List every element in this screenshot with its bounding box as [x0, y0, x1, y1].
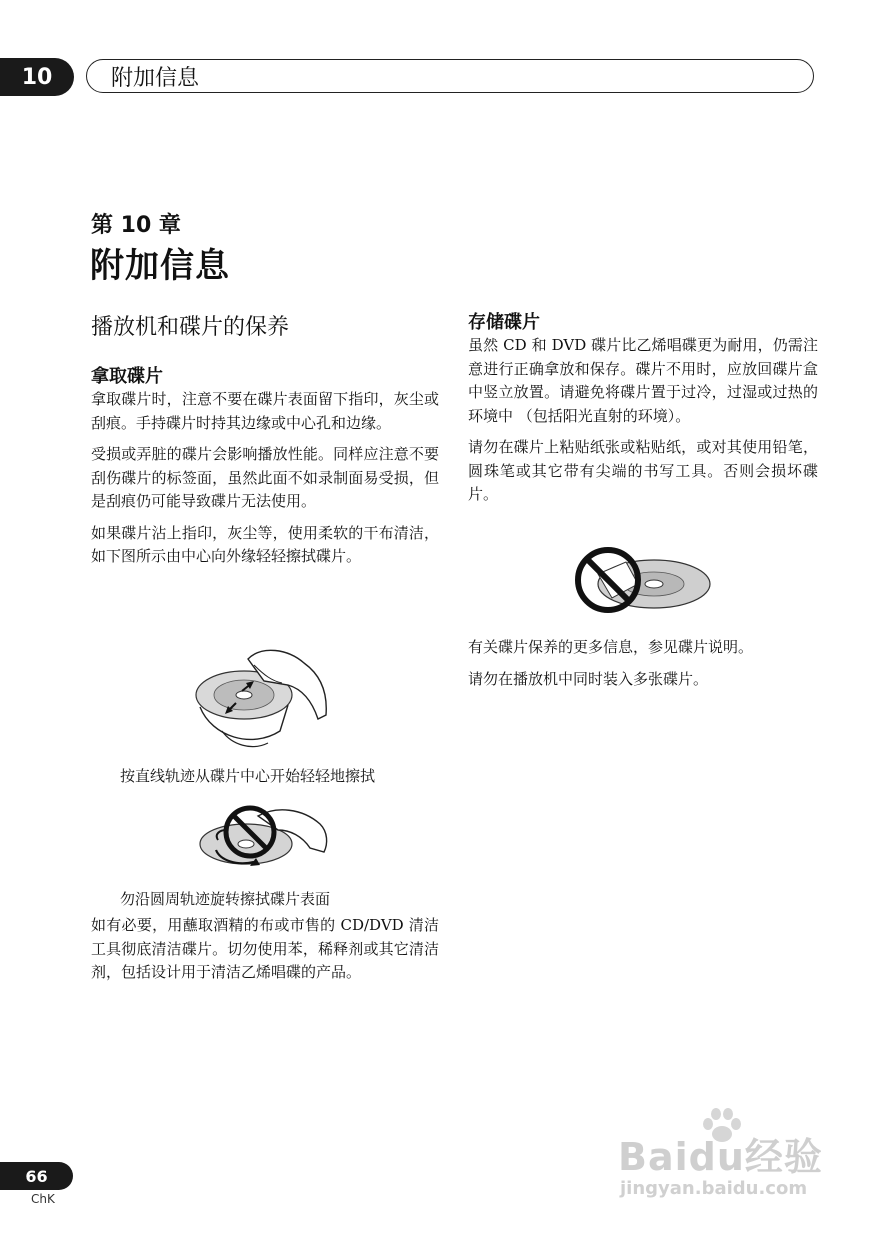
header-title: 附加信息: [111, 65, 200, 91]
chapter-label: 第 10 章: [91, 213, 181, 238]
watermark-main: Baidu经验: [618, 1135, 823, 1179]
language-code: ChK: [31, 1192, 55, 1206]
subhead-handling-discs: 拿取碟片: [91, 366, 163, 387]
section-title: 播放机和碟片的保养: [91, 315, 290, 340]
chapter-title: 附加信息: [90, 246, 230, 286]
paragraph: 请勿在播放机中同时装入多张碟片。: [468, 669, 709, 688]
right-column-lower: [468, 636, 818, 691]
paragraph: 有关碟片保养的更多信息，参见碟片说明。: [468, 638, 754, 656]
paragraph: 虽然 CD 和 DVD 碟片比乙烯唱碟更为耐用，仍需注意进行正确拿放和保存。碟片不用时，应放回碟片盒中竖立放置。请避免将碟片置于过冷，过湿或过热的环境中 （包括阳光直射的环境）。: [468, 336, 818, 425]
caption-wipe-straight: 按直线轨迹从碟片中心开始轻轻地擦拭: [120, 767, 376, 785]
chapter-number-tab: 10: [0, 58, 74, 96]
paragraph: 如果碟片沾上指印，灰尘等，使用柔软的干布清洁，如下图所示由中心向外缘轻轻擦拭碟片。: [91, 523, 439, 565]
paragraph: 请勿在碟片上粘贴纸张或粘贴纸，或对其使用铅笔，圆珠笔或其它带有尖端的书写工具。否则会损坏碟片。: [468, 438, 818, 503]
baidu-watermark: [618, 1108, 828, 1203]
caption-wipe-circular: 勿沿圆周轨迹旋转擦拭碟片表面: [120, 890, 331, 908]
paragraph: 受损或弄脏的碟片会影响播放性能。同样应注意不要刮伤碟片的标签面，虽然此面不如录制面易受损，但是刮痕仍可能导致碟片无法使用。: [91, 445, 439, 510]
left-column-upper: [91, 366, 439, 569]
paragraph: 如有必要，用蘸取酒精的布或市售的 CD/DVD 清洁工具彻底清洁碟片。切勿使用苯，稀释剂或其它清洁剂，包括设计用于清洁乙烯唱碟的产品。: [91, 916, 439, 981]
subhead-storing-discs: 存储碟片: [468, 312, 540, 333]
right-column-upper: [468, 312, 818, 507]
left-column-lower: [91, 914, 439, 985]
wipe-circular-prohibited-illustration: [198, 804, 330, 874]
no-sticker-prohibited-illustration: [570, 540, 714, 622]
page-number-tab: 66: [0, 1162, 73, 1190]
header-title-bar: [86, 59, 814, 93]
watermark-url: jingyan.baidu.com: [620, 1178, 808, 1199]
paragraph: 拿取碟片时，注意不要在碟片表面留下指印，灰尘或刮痕。手持碟片时持其边缘或中心孔和边缘。: [91, 390, 439, 432]
wipe-straight-illustration: [192, 645, 332, 753]
